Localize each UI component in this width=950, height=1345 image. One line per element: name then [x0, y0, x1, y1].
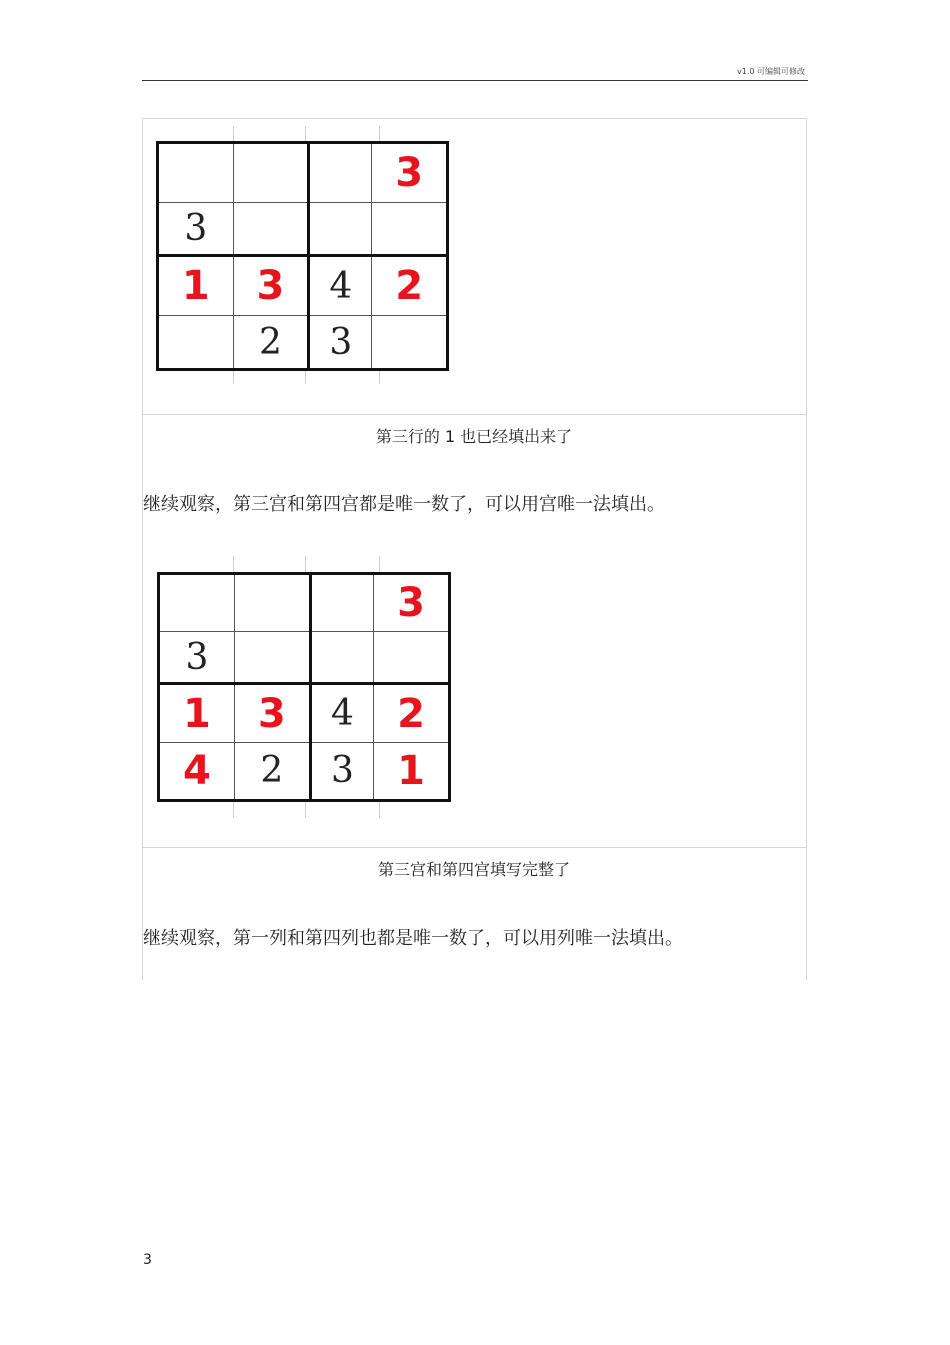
given-digit: 3	[330, 750, 354, 792]
sudoku-row	[159, 632, 450, 684]
sudoku-cell	[158, 256, 234, 316]
sudoku-cell	[310, 742, 373, 800]
table-border-top	[142, 118, 807, 119]
sudoku-cell	[158, 202, 234, 256]
filled-digit: 2	[395, 263, 424, 310]
sudoku-cell	[310, 574, 373, 632]
given-digit: 3	[184, 208, 208, 250]
sudoku-cell	[310, 632, 373, 684]
sudoku-cell	[233, 256, 309, 316]
sudoku-cell	[233, 316, 309, 370]
sudoku-cell	[309, 143, 372, 203]
sudoku-row	[159, 684, 450, 742]
filled-digit: 3	[395, 149, 424, 196]
sudoku-cell	[233, 143, 309, 203]
paragraph-2: 继续观察，第一列和第四列也都是唯一数了，可以用列唯一法填出。	[143, 928, 683, 949]
filled-digit: 1	[397, 747, 425, 794]
sudoku-grid-1	[156, 141, 449, 371]
filled-digit: 4	[183, 747, 211, 794]
sudoku-cell	[234, 632, 310, 684]
sudoku-cell	[310, 684, 373, 742]
filled-digit: 1	[181, 263, 210, 310]
sudoku-row	[158, 143, 448, 203]
sudoku-cell	[159, 632, 235, 684]
sudoku-cell	[374, 574, 450, 632]
sudoku-cell	[159, 574, 235, 632]
sudoku-grid-2	[157, 572, 451, 802]
filled-digit: 3	[256, 263, 285, 310]
sudoku-cell	[374, 742, 450, 800]
sudoku-cell	[159, 684, 235, 742]
header-version-text: v1.0 可编辑可修改	[737, 67, 805, 76]
sudoku-cell	[234, 684, 310, 742]
sudoku-cell	[159, 742, 235, 800]
figure-caption-2: 第三宫和第四宫填写完整了	[377, 860, 570, 879]
filled-digit: 1	[183, 690, 211, 737]
header-rule	[142, 80, 808, 81]
paragraph-1: 继续观察，第三宫和第四宫都是唯一数了，可以用宫唯一法填出。	[143, 494, 665, 515]
table-row-divider	[142, 414, 807, 415]
sudoku-cell	[374, 632, 450, 684]
sudoku-cell	[372, 202, 448, 256]
sudoku-cell	[309, 256, 372, 316]
sudoku-cell	[372, 143, 448, 203]
page-number: 3	[143, 1252, 152, 1268]
sudoku-row	[159, 742, 450, 800]
given-digit: 4	[330, 693, 354, 735]
given-digit: 2	[260, 750, 284, 792]
table-row-divider	[142, 847, 807, 848]
given-digit: 2	[258, 321, 282, 363]
sudoku-cell	[158, 316, 234, 370]
sudoku-cell	[372, 256, 448, 316]
sudoku-cell	[372, 316, 448, 370]
sudoku-cell	[234, 574, 310, 632]
sudoku-cell	[309, 202, 372, 256]
sudoku-row	[158, 256, 448, 316]
sudoku-cell	[374, 684, 450, 742]
filled-digit: 2	[397, 690, 425, 737]
filled-digit: 3	[257, 690, 286, 737]
sudoku-row	[158, 316, 448, 370]
sudoku-cell	[158, 143, 234, 203]
given-digit: 3	[185, 636, 209, 678]
sudoku-cell	[309, 316, 372, 370]
given-digit: 4	[329, 265, 353, 307]
filled-digit: 3	[397, 580, 425, 627]
given-digit: 3	[329, 321, 353, 363]
sudoku-row	[158, 202, 448, 256]
sudoku-row	[159, 574, 450, 632]
figure-caption-1: 第三行的 1 也已经填出来了	[375, 427, 573, 446]
table-border-right	[806, 118, 807, 980]
sudoku-cell	[234, 742, 310, 800]
sudoku-cell	[233, 202, 309, 256]
